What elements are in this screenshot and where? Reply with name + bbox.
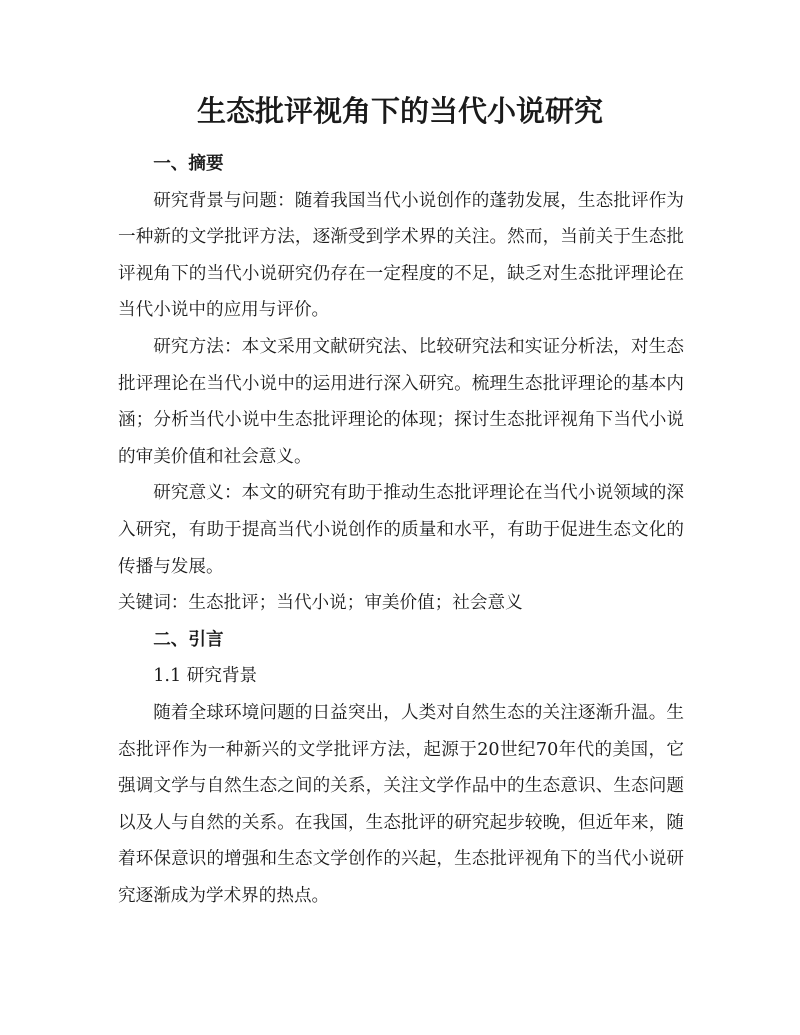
document-body: [118, 146, 684, 914]
keywords-line: 关键词：生态批评；当代小说；审美价值；社会意义: [118, 593, 523, 614]
intro-background-paragraph: 随着全球环境问题的日益突出，人类对自然生态的关注逐渐升温。生态批评作为一种新兴的文学批评方法，起源于20世纪70年代的美国，它强调文学与自然生态之间的关系，关注文学作品中的生态意识、生态问题以及人与自然的关系。在我国，生态批评的研究起步较晚，但近年来，随着环保意识的增强和生态文学创作的兴起，生态批评视角下的当代小说研究逐渐成为学术界的热点。: [118, 702, 684, 906]
intro-subheading: 1.1 研究背景: [153, 666, 258, 687]
abstract-significance-paragraph: 研究意义：本文的研究有助于推动生态批评理论在当代小说领域的深入研究，有助于提高当代小说创作的质量和水平，有助于促进生态文化的传播与发展。: [118, 483, 684, 577]
abstract-heading: 一、摘要: [153, 154, 224, 174]
abstract-method-paragraph: 研究方法：本文采用文献研究法、比较研究法和实证分析法，对生态批评理论在当代小说中的运用进行深入研究。梳理生态批评理论的基本内涵；分析当代小说中生态批评理论的体现；探讨生态批评视角下当代小说的审美价值和社会意义。: [118, 336, 684, 467]
document-title: 生态批评视角下的当代小说研究: [196, 94, 603, 128]
abstract-background-paragraph: 研究背景与问题：随着我国当代小说创作的蓬勃发展，生态批评作为一种新的文学批评方法，逐渐受到学术界的关注。然而，当前关于生态批评视角下的当代小说研究仍存在一定程度的不足，缺乏对生态批评理论在当代小说中的应用与评价。: [118, 190, 684, 321]
intro-heading: 二、引言: [153, 629, 224, 650]
